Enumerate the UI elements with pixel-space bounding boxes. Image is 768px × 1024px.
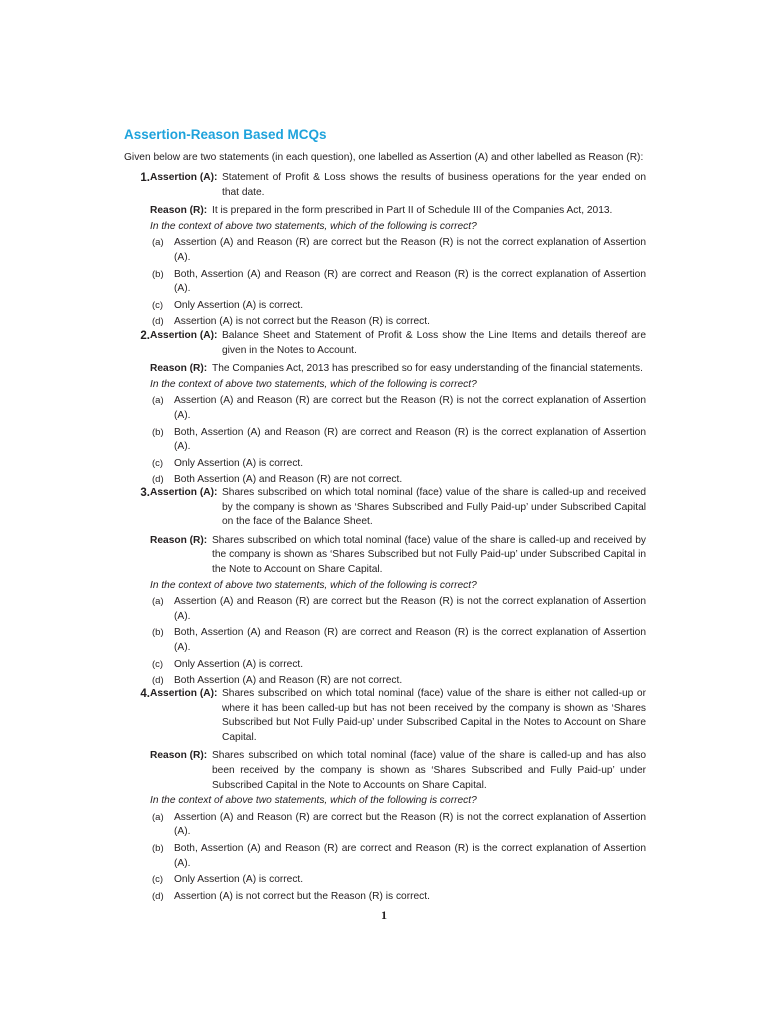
assertion-row [150,329,646,358]
reason-label: Reason (R): [150,205,208,217]
assertion-text: Shares subscribed on which total nominal (face) value of the share is either not called-up or where it has been called-up but has not been received by the company is shown as ‘Shares Subscribed but Not Fully Paid-up’ under Subscribed Capital in the Notes to Account on Share Capital. [222,688,646,743]
question-prompt: In the context of above two statements, which of the following is correct? [150,579,477,591]
option-label: (d) [152,890,164,902]
option-c [150,658,646,673]
reason-row [150,204,646,219]
option-text: Assertion (A) and Reason (R) are correct but the Reason (R) is not the correct explanation of Assertion (A). [174,395,646,421]
option-text: Both, Assertion (A) and Reason (R) are correct and Reason (R) is the correct explanation of Assertion (A). [174,268,646,295]
assertion-text: Balance Sheet and Statement of Profit & Loss show the Line Items and details thereof are given in the Notes to Account. [222,330,646,356]
option-d [150,315,646,330]
option-text: Only Assertion (A) is correct. [174,658,304,670]
option-text: Both Assertion (A) and Reason (R) are not correct. [174,474,403,486]
question-number: 3. [140,487,150,499]
option-label: (b) [152,627,164,639]
question-1 [124,171,646,330]
option-label: (c) [152,658,164,670]
assertion-row [150,171,646,200]
option-d [150,890,646,905]
question-number: 4. [140,688,150,700]
option-label: (c) [152,299,164,311]
page-number: 1 [381,908,387,922]
assertion-label: Assertion (A): [150,487,218,498]
option-label: (a) [152,596,164,608]
option-label: (b) [152,426,164,438]
intro-text: Given below are two statements (in each question), one labelled as Assertion (A) and other labelled as Reason (R): [124,152,644,163]
option-a [150,394,646,423]
assertion-text: Statement of Profit & Loss shows the results of business operations for the year ended on that date. [222,172,646,198]
assertion-label: Assertion (A): [150,688,218,699]
option-b [150,626,646,655]
option-c [150,873,646,888]
option-b [150,842,646,871]
option-label: (b) [152,842,164,854]
option-label: (c) [152,457,164,469]
section-title: Assertion-Reason Based MCQs [124,127,327,142]
option-text: Assertion (A) is not correct but the Reason (R) is correct. [174,316,430,328]
assertion-label: Assertion (A): [150,330,218,341]
assertion-row [150,687,646,745]
option-a [150,811,646,840]
reason-text: Shares subscribed on which total nominal (face) value of the share is called-up and received by the company is shown as ‘Shares Subscribed but not Fully Paid-up’ under Subscribed Capital in the Note to Account on Share Capital. [212,534,646,575]
assertion-row [150,486,646,530]
question-number: 2. [140,330,150,342]
option-text: Assertion (A) and Reason (R) are correct but the Reason (R) is not the correct explanation of Assertion (A). [174,811,646,838]
reason-row [150,749,646,793]
option-text: Only Assertion (A) is correct. [174,457,304,469]
option-text: Both, Assertion (A) and Reason (R) are correct and Reason (R) is the correct explanation of Assertion (A). [174,842,646,869]
reason-label: Reason (R): [150,750,208,762]
question-number: 1. [140,172,150,184]
option-a [150,236,646,265]
option-label: (c) [152,874,164,886]
option-label: (d) [152,316,164,328]
option-text: Assertion (A) is not correct but the Reason (R) is correct. [174,890,430,902]
reason-label: Reason (R): [150,363,208,375]
option-text: Only Assertion (A) is correct. [174,874,304,886]
option-label: (d) [152,474,164,486]
option-text: Both, Assertion (A) and Reason (R) are correct and Reason (R) is the correct explanation of Assertion (A). [174,426,646,453]
assertion-label: Assertion (A): [150,172,218,183]
option-text: Only Assertion (A) is correct. [174,299,304,311]
option-text: Assertion (A) and Reason (R) are correct but the Reason (R) is not the correct explanation of Assertion (A). [174,596,646,622]
question-prompt: In the context of above two statements, which of the following is correct? [150,220,477,232]
reason-row [150,362,646,377]
option-text: Assertion (A) and Reason (R) are correct but the Reason (R) is not the correct explanation of Assertion (A). [174,237,646,263]
option-c [150,457,646,472]
reason-text: Shares subscribed on which total nominal (face) value of the share is called-up and has also been received by the company is shown as ‘Shares Subscribed and Fully Paid-up’ under Subscribed Capital in the Note to Accounts on Share Capital. [212,750,646,791]
option-text: Both, Assertion (A) and Reason (R) are correct and Reason (R) is the correct explanation of Assertion (A). [174,627,646,653]
option-a [150,595,646,624]
option-c [150,299,646,314]
question-prompt: In the context of above two statements, which of the following is correct? [150,795,477,807]
question-3 [124,486,646,689]
reason-row [150,534,646,578]
question-4 [124,687,646,904]
question-2 [124,329,646,488]
reason-text: It is prepared in the form prescribed in Part II of Schedule III of the Companies Act, 2013. [212,205,613,217]
option-text: Both Assertion (A) and Reason (R) are not correct. [174,675,403,687]
option-label: (a) [152,395,164,407]
assertion-text: Shares subscribed on which total nominal (face) value of the share is called-up and received by the company is shown as ‘Shares Subscribed and Fully Paid-up’ under Subscribed Capital on the face of the Balance Sheet. [222,487,646,528]
question-prompt: In the context of above two statements, which of the following is correct? [150,378,477,390]
option-b [150,268,646,297]
option-label: (b) [152,268,164,280]
reason-label: Reason (R): [150,534,208,546]
option-label: (a) [152,811,164,823]
option-label: (d) [152,675,164,687]
reason-text: The Companies Act, 2013 has prescribed so for easy understanding of the financial statements. [212,363,643,375]
option-label: (a) [152,237,164,249]
option-b [150,426,646,455]
